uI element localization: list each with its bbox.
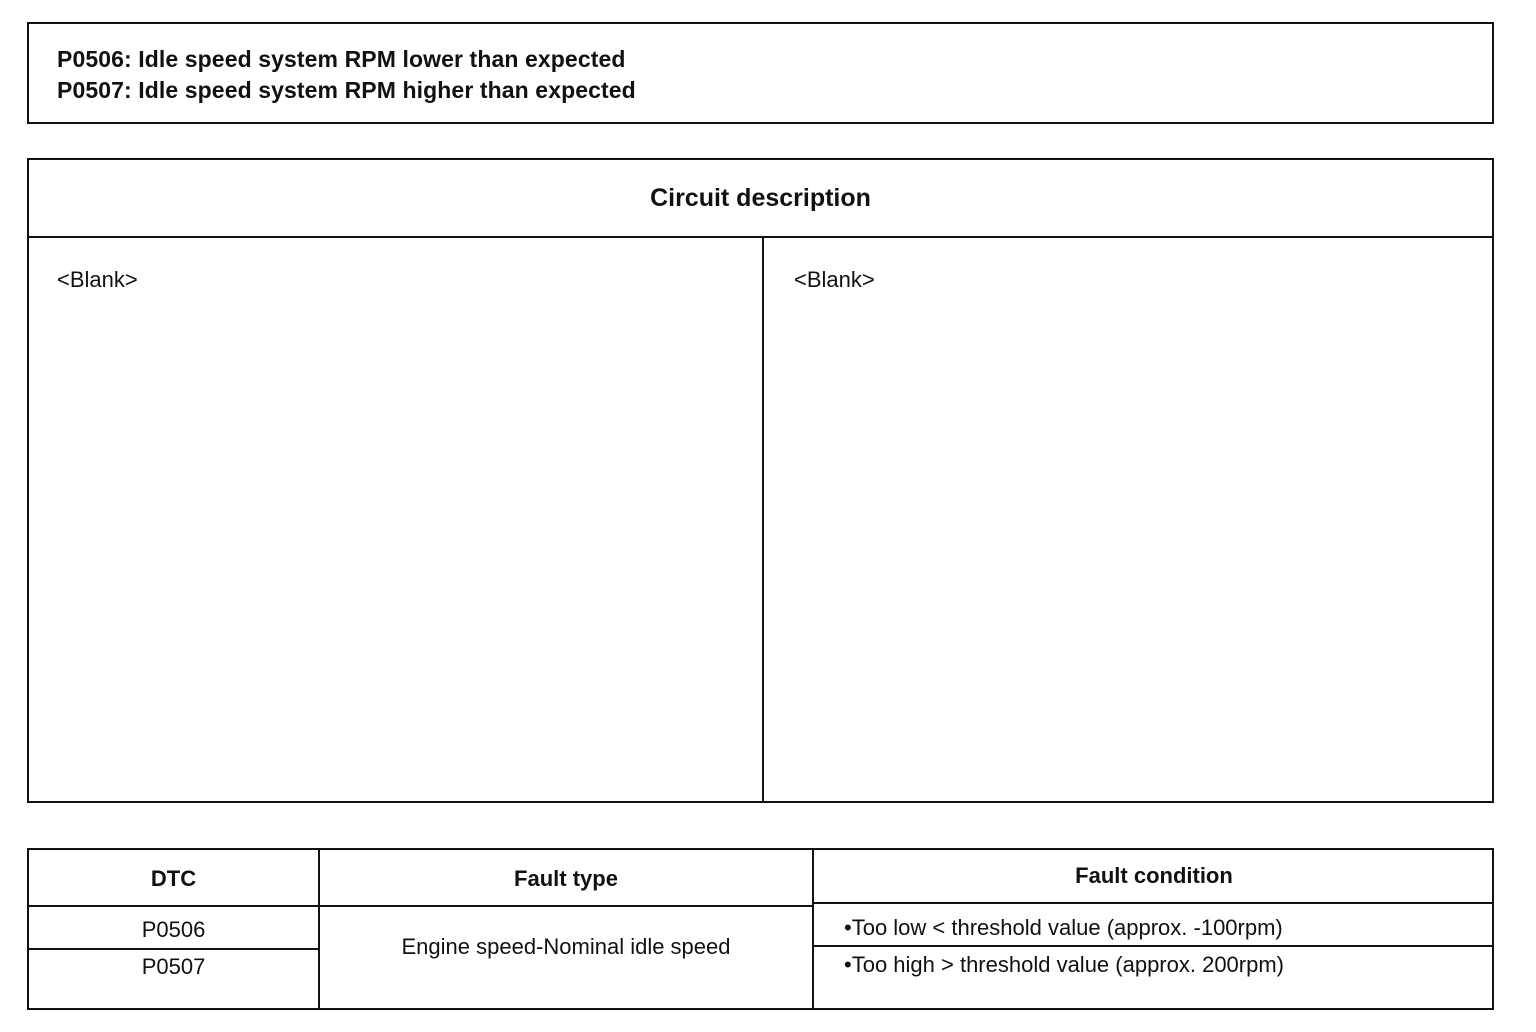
fault-table-fault-type: Engine speed-Nominal idle speed	[401, 934, 731, 959]
circuit-column-divider	[762, 236, 764, 801]
fault-table-header-fault-type: Fault type	[514, 866, 618, 891]
fault-table-dtc-p0506: P0506	[141, 917, 206, 942]
circuit-description-title: Circuit description	[29, 160, 1492, 238]
circuit-description-box	[27, 158, 1494, 803]
fault-table-header-fault-condition: Fault condition	[1075, 863, 1233, 888]
dtc-header-line-p0506: P0506: Idle speed system RPM lower than expected	[57, 46, 626, 72]
fault-table-header-rule-dtc	[29, 905, 319, 907]
dtc-header-line-p0507: P0507: Idle speed system RPM higher than expected	[57, 77, 636, 103]
fault-table-condition-too-low: •Too low < threshold value (approx. -100rpm)	[844, 915, 1283, 940]
fault-table-header-dtc: DTC	[150, 866, 197, 891]
fault-table-row-rule-dtc	[29, 948, 319, 950]
fault-table-header-rule-type	[318, 905, 813, 907]
dtc-header-box	[27, 22, 1494, 124]
fault-table	[27, 848, 1494, 1010]
fault-table-dtc-p0507: P0507	[141, 954, 206, 979]
fault-table-header-rule-condition	[812, 902, 1494, 904]
circuit-right-blank: <Blank>	[794, 267, 875, 292]
fault-table-condition-too-high: •Too high > threshold value (approx. 200rpm)	[844, 952, 1285, 977]
circuit-left-blank: <Blank>	[57, 267, 138, 292]
fault-table-row-rule-condition	[812, 945, 1494, 947]
